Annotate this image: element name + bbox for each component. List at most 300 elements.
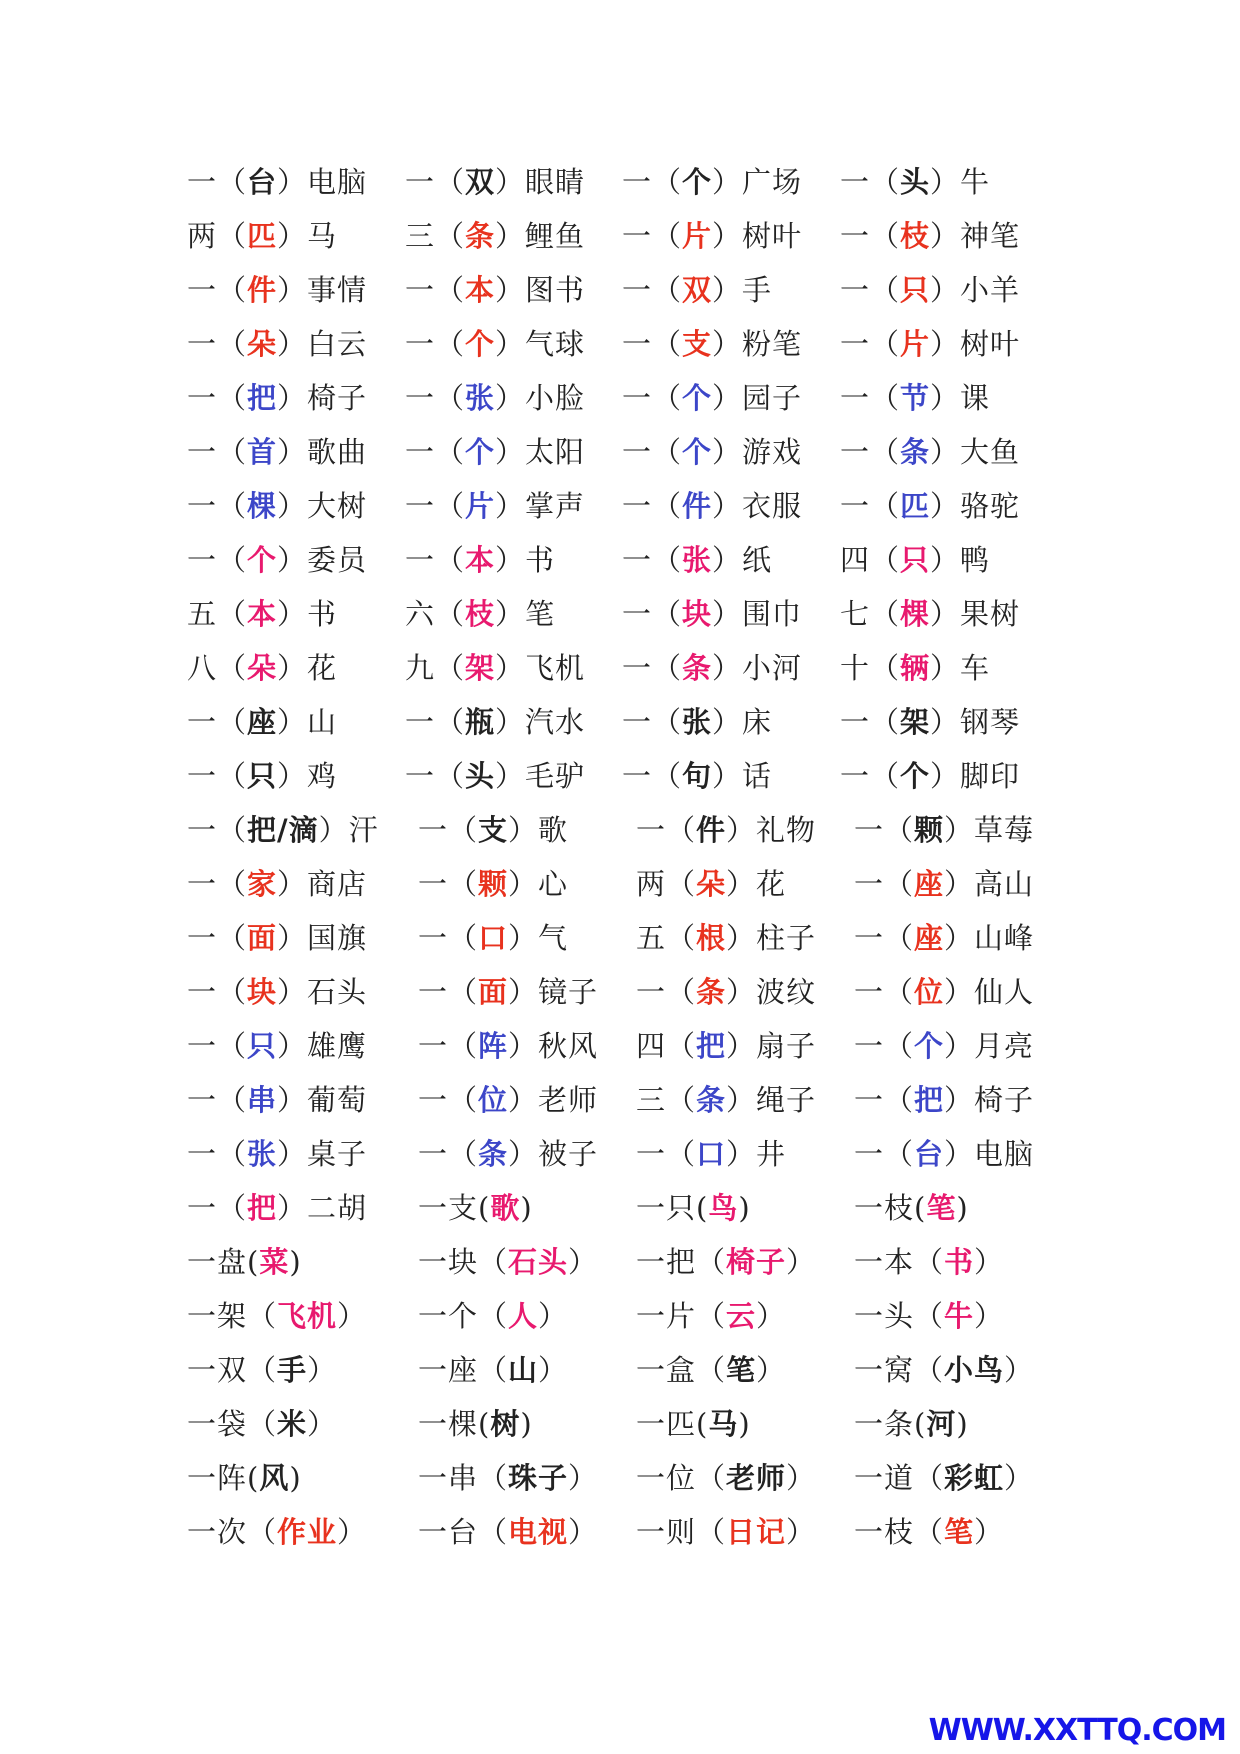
item-suffix: ）	[568, 1515, 599, 1549]
item-answer: 彩虹	[944, 1461, 1005, 1495]
item-suffix: ）小羊	[930, 273, 1021, 307]
item-prefix: 一（	[622, 327, 683, 361]
measure-word-item	[840, 752, 1020, 806]
measure-word-item	[622, 320, 802, 374]
item-prefix: 一（	[187, 921, 248, 955]
item-suffix: ）椅子	[277, 381, 368, 415]
word-row	[0, 212, 1240, 266]
item-suffix: ）汽水	[495, 705, 586, 739]
measure-word-item	[405, 374, 585, 428]
item-answer: 把	[247, 381, 278, 415]
item-answer: 飞机	[277, 1299, 338, 1333]
item-answer: 菜	[259, 1245, 290, 1279]
item-suffix: )	[289, 1461, 302, 1495]
word-row	[0, 320, 1240, 374]
item-answer: 瓶	[465, 705, 496, 739]
item-suffix: ）心	[508, 867, 569, 901]
item-answer: 笔	[726, 1353, 757, 1387]
item-answer: 枝	[900, 219, 931, 253]
item-suffix: ）草莓	[944, 813, 1035, 847]
item-answer: 座	[247, 705, 278, 739]
measure-word-item	[636, 1292, 786, 1346]
item-suffix: ）葡萄	[277, 1083, 368, 1117]
measure-word-item	[636, 1346, 786, 1400]
item-suffix: ）山峰	[944, 921, 1035, 955]
measure-word-item	[418, 1346, 568, 1400]
measure-word-item	[854, 806, 1034, 860]
item-suffix: ）园子	[712, 381, 803, 415]
item-suffix: ）二胡	[277, 1191, 368, 1225]
item-answer: 歌	[490, 1191, 521, 1225]
item-suffix: ）石头	[277, 975, 368, 1009]
item-prefix: 一（	[187, 327, 248, 361]
item-prefix: 一（	[187, 1137, 248, 1171]
item-answer: 小鸟	[944, 1353, 1005, 1387]
item-answer: 朵	[696, 867, 727, 901]
item-prefix: 一（	[187, 381, 248, 415]
measure-word-item	[405, 482, 585, 536]
item-prefix: 一头（	[854, 1299, 945, 1333]
item-prefix: 一（	[840, 705, 901, 739]
measure-word-item	[187, 806, 379, 860]
item-suffix: ）鸭	[930, 543, 991, 577]
word-row	[0, 806, 1240, 860]
item-prefix: 一（	[418, 921, 479, 955]
item-answer: 句	[682, 759, 713, 793]
item-answer: 把	[696, 1029, 727, 1063]
item-suffix: ）气	[508, 921, 569, 955]
item-suffix: ）柱子	[726, 921, 817, 955]
item-answer: 条	[696, 1083, 727, 1117]
item-prefix: 一（	[405, 273, 466, 307]
item-suffix: ）	[307, 1407, 338, 1441]
item-answer: 台	[247, 165, 278, 199]
item-suffix: ）骆驼	[930, 489, 1021, 523]
measure-word-item	[405, 266, 585, 320]
item-prefix: 一（	[840, 759, 901, 793]
item-suffix: ）掌声	[495, 489, 586, 523]
measure-word-item	[187, 1508, 367, 1562]
item-suffix: ）歌	[508, 813, 569, 847]
item-prefix: 一棵(	[418, 1407, 491, 1441]
item-answer: 节	[900, 381, 931, 415]
item-answer: 只	[247, 1029, 278, 1063]
item-prefix: 一（	[187, 1191, 248, 1225]
measure-word-item	[622, 536, 772, 590]
item-prefix: 一（	[622, 651, 683, 685]
item-prefix: 三（	[405, 219, 466, 253]
item-answer: 个	[914, 1029, 945, 1063]
item-prefix: 三（	[636, 1083, 697, 1117]
item-suffix: ）扇子	[726, 1029, 817, 1063]
item-suffix: ）	[786, 1461, 817, 1495]
item-prefix: 一袋（	[187, 1407, 278, 1441]
item-suffix: ）车	[930, 651, 991, 685]
measure-word-sheet	[0, 158, 1240, 1562]
item-suffix: ）	[974, 1515, 1005, 1549]
item-suffix: ）椅子	[944, 1083, 1035, 1117]
item-prefix: 两（	[636, 867, 697, 901]
item-prefix: 一（	[622, 273, 683, 307]
item-prefix: 一座（	[418, 1353, 509, 1387]
item-answer: 书	[944, 1245, 975, 1279]
measure-word-item	[418, 1076, 598, 1130]
item-suffix: ）花	[277, 651, 338, 685]
item-suffix: ）牛	[930, 165, 991, 199]
item-answer: 根	[696, 921, 727, 955]
item-answer: 手	[277, 1353, 308, 1387]
item-suffix: ）山	[277, 705, 338, 739]
measure-word-item	[187, 374, 367, 428]
measure-word-item	[418, 1130, 598, 1184]
word-row	[0, 1238, 1240, 1292]
measure-word-item	[854, 968, 1034, 1022]
item-suffix: ）	[337, 1299, 368, 1333]
item-suffix: ）月亮	[944, 1029, 1035, 1063]
item-suffix: ）	[568, 1461, 599, 1495]
word-row	[0, 1454, 1240, 1508]
item-prefix: 一（	[418, 975, 479, 1009]
item-answer: 口	[696, 1137, 727, 1171]
item-suffix: )	[520, 1407, 533, 1441]
word-row	[0, 428, 1240, 482]
item-prefix: 一架（	[187, 1299, 278, 1333]
measure-word-item	[187, 644, 337, 698]
item-prefix: 一台（	[418, 1515, 509, 1549]
item-answer: 本	[247, 597, 278, 631]
item-answer: 口	[478, 921, 509, 955]
word-row	[0, 374, 1240, 428]
item-prefix: 一则（	[636, 1515, 727, 1549]
measure-word-item	[636, 1130, 786, 1184]
item-answer: 座	[914, 921, 945, 955]
item-prefix: 一（	[854, 867, 915, 901]
measure-word-item	[187, 1238, 302, 1292]
item-prefix: 一（	[854, 1029, 915, 1063]
measure-word-item	[854, 914, 1034, 968]
item-prefix: 四（	[840, 543, 901, 577]
item-prefix: 一盒（	[636, 1353, 727, 1387]
item-answer: 棵	[247, 489, 278, 523]
measure-word-item	[854, 1130, 1034, 1184]
word-row	[0, 644, 1240, 698]
measure-word-item	[187, 968, 367, 1022]
item-prefix: 一次（	[187, 1515, 278, 1549]
item-answer: 头	[900, 165, 931, 199]
item-suffix: ）礼物	[726, 813, 817, 847]
item-prefix: 一块（	[418, 1245, 509, 1279]
measure-word-item	[622, 212, 802, 266]
item-prefix: 一阵(	[187, 1461, 260, 1495]
item-answer: 只	[247, 759, 278, 793]
item-prefix: 一（	[405, 327, 466, 361]
item-prefix: 一（	[854, 813, 915, 847]
item-prefix: 一（	[840, 381, 901, 415]
item-answer: 牛	[944, 1299, 975, 1333]
measure-word-item	[636, 1238, 816, 1292]
item-prefix: 一（	[187, 759, 248, 793]
measure-word-item	[187, 1184, 367, 1238]
item-prefix: 一条(	[854, 1407, 927, 1441]
item-suffix: ）国旗	[277, 921, 368, 955]
item-suffix: ）眼睛	[495, 165, 586, 199]
item-answer: 片	[682, 219, 713, 253]
word-row	[0, 752, 1240, 806]
measure-word-item	[418, 806, 568, 860]
measure-word-item	[636, 1184, 751, 1238]
item-answer: 颗	[478, 867, 509, 901]
item-suffix: ）鲤鱼	[495, 219, 586, 253]
item-prefix: 一（	[622, 381, 683, 415]
item-prefix: 一（	[418, 1137, 479, 1171]
item-answer: 条	[900, 435, 931, 469]
item-answer: 人	[508, 1299, 539, 1333]
item-suffix: ）花	[726, 867, 787, 901]
item-suffix: ）歌曲	[277, 435, 368, 469]
item-prefix: 一（	[187, 273, 248, 307]
measure-word-item	[854, 1292, 1004, 1346]
item-suffix: ）书	[495, 543, 556, 577]
item-prefix: 一（	[187, 705, 248, 739]
item-answer: 双	[465, 165, 496, 199]
item-answer: 笔	[944, 1515, 975, 1549]
item-prefix: 一（	[187, 543, 248, 577]
word-row	[0, 1076, 1240, 1130]
item-suffix: ）白云	[277, 327, 368, 361]
item-prefix: 一（	[854, 1083, 915, 1117]
item-answer: 张	[465, 381, 496, 415]
measure-word-item	[840, 374, 990, 428]
item-suffix: )	[956, 1407, 969, 1441]
item-suffix: ）	[786, 1245, 817, 1279]
item-answer: 椅子	[726, 1245, 787, 1279]
item-answer: 把	[247, 1191, 278, 1225]
item-answer: 匹	[247, 219, 278, 253]
item-suffix: ）图书	[495, 273, 586, 307]
item-answer: 朵	[247, 327, 278, 361]
item-suffix: ）围巾	[712, 597, 803, 631]
measure-word-item	[187, 860, 367, 914]
item-answer: 老师	[726, 1461, 787, 1495]
item-answer: 阵	[478, 1029, 509, 1063]
word-row	[0, 1400, 1240, 1454]
item-prefix: 一（	[405, 759, 466, 793]
item-suffix: ）气球	[495, 327, 586, 361]
item-suffix: ）太阳	[495, 435, 586, 469]
measure-word-item	[636, 1454, 816, 1508]
item-answer: 日记	[726, 1515, 787, 1549]
item-suffix: ）	[538, 1353, 569, 1387]
item-prefix: 一匹(	[636, 1407, 709, 1441]
item-suffix: ）游戏	[712, 435, 803, 469]
measure-word-item	[636, 968, 816, 1022]
measure-word-item	[840, 698, 1020, 752]
item-prefix: 一（	[840, 489, 901, 523]
item-prefix: 一（	[187, 165, 248, 199]
measure-word-item	[418, 1292, 568, 1346]
item-answer: 串	[247, 1083, 278, 1117]
item-prefix: 两（	[187, 219, 248, 253]
item-answer: 支	[682, 327, 713, 361]
item-answer: 座	[914, 867, 945, 901]
item-suffix: ）	[568, 1245, 599, 1279]
measure-word-item	[405, 536, 555, 590]
item-answer: 把/滴	[247, 813, 319, 847]
item-answer: 风	[259, 1461, 290, 1495]
item-answer: 珠子	[508, 1461, 569, 1495]
item-prefix: 一双（	[187, 1353, 278, 1387]
item-suffix: ）镜子	[508, 975, 599, 1009]
measure-word-item	[854, 1508, 1004, 1562]
item-answer: 个	[465, 327, 496, 361]
item-suffix: ）电脑	[944, 1137, 1035, 1171]
item-answer: 条	[465, 219, 496, 253]
item-answer: 电视	[508, 1515, 569, 1549]
item-prefix: 一（	[854, 921, 915, 955]
item-answer: 笔	[926, 1191, 957, 1225]
item-prefix: 一（	[418, 867, 479, 901]
item-answer: 条	[682, 651, 713, 685]
item-prefix: 一（	[405, 435, 466, 469]
item-suffix: ）马	[277, 219, 338, 253]
item-suffix: ）高山	[944, 867, 1035, 901]
item-prefix: 一（	[187, 1029, 248, 1063]
item-prefix: 一（	[840, 273, 901, 307]
item-prefix: 一（	[418, 1083, 479, 1117]
item-suffix: ）树叶	[930, 327, 1021, 361]
item-suffix: ）衣服	[712, 489, 803, 523]
measure-word-item	[840, 590, 1020, 644]
measure-word-item	[622, 266, 772, 320]
item-answer: 片	[900, 327, 931, 361]
item-suffix: ）	[337, 1515, 368, 1549]
item-prefix: 一（	[187, 489, 248, 523]
measure-word-item	[622, 374, 802, 428]
item-prefix: 一（	[622, 219, 683, 253]
item-prefix: 一（	[840, 435, 901, 469]
item-prefix: 一个（	[418, 1299, 509, 1333]
item-suffix: ）秋风	[508, 1029, 599, 1063]
item-suffix: ）	[1004, 1353, 1035, 1387]
word-row	[0, 1130, 1240, 1184]
item-suffix: ）神笔	[930, 219, 1021, 253]
item-answer: 只	[900, 543, 931, 577]
item-prefix: 一（	[405, 543, 466, 577]
item-suffix: ）手	[712, 273, 773, 307]
measure-word-item	[405, 158, 585, 212]
item-answer: 个	[900, 759, 931, 793]
measure-word-item	[854, 1238, 1004, 1292]
item-suffix: ）绳子	[726, 1083, 817, 1117]
item-answer: 个	[247, 543, 278, 577]
item-answer: 石头	[508, 1245, 569, 1279]
item-suffix: ）话	[712, 759, 773, 793]
item-suffix: ）笔	[495, 597, 556, 631]
item-prefix: 一串（	[418, 1461, 509, 1495]
item-suffix: )	[956, 1191, 969, 1225]
item-suffix: ）小河	[712, 651, 803, 685]
measure-word-item	[187, 1292, 367, 1346]
measure-word-item	[418, 914, 568, 968]
item-suffix: ）床	[712, 705, 773, 739]
item-prefix: 九（	[405, 651, 466, 685]
measure-word-item	[405, 212, 585, 266]
measure-word-item	[840, 536, 990, 590]
item-prefix: 一本（	[854, 1245, 945, 1279]
measure-word-item	[636, 1400, 751, 1454]
item-prefix: 一（	[622, 705, 683, 739]
item-suffix: )	[738, 1407, 751, 1441]
measure-word-item	[418, 1454, 598, 1508]
site-watermark: WWW.XXTTQ.COM	[928, 1713, 1226, 1748]
item-suffix: ）广场	[712, 165, 803, 199]
measure-word-item	[854, 1022, 1034, 1076]
item-prefix: 七（	[840, 597, 901, 631]
item-prefix: 一（	[840, 165, 901, 199]
item-answer: 张	[247, 1137, 278, 1171]
item-prefix: 一道（	[854, 1461, 945, 1495]
word-row	[0, 1346, 1240, 1400]
measure-word-item	[622, 482, 802, 536]
item-suffix: ）委员	[277, 543, 368, 577]
measure-word-item	[187, 914, 367, 968]
item-suffix: ）纸	[712, 543, 773, 577]
item-prefix: 一（	[854, 1137, 915, 1171]
measure-word-item	[187, 1076, 367, 1130]
item-answer: 件	[247, 273, 278, 307]
item-prefix: 一（	[622, 759, 683, 793]
item-prefix: 一窝（	[854, 1353, 945, 1387]
measure-word-item	[840, 482, 1020, 536]
measure-word-item	[418, 1184, 533, 1238]
item-suffix: ）仙人	[944, 975, 1035, 1009]
item-suffix: ）	[307, 1353, 338, 1387]
measure-word-item	[418, 1400, 533, 1454]
item-prefix: 一（	[418, 1029, 479, 1063]
item-suffix: ）脚印	[930, 759, 1021, 793]
item-prefix: 一（	[187, 1083, 248, 1117]
item-prefix: 四（	[636, 1029, 697, 1063]
item-prefix: 一把（	[636, 1245, 727, 1279]
item-prefix: 六（	[405, 597, 466, 631]
measure-word-item	[405, 752, 585, 806]
item-answer: 个	[682, 165, 713, 199]
measure-word-item	[187, 212, 337, 266]
item-prefix: 一枝（	[854, 1515, 945, 1549]
word-row	[0, 1292, 1240, 1346]
item-answer: 件	[696, 813, 727, 847]
item-suffix: ）	[756, 1353, 787, 1387]
measure-word-item	[187, 1130, 367, 1184]
measure-word-item	[636, 806, 816, 860]
item-suffix: ）大鱼	[930, 435, 1021, 469]
item-suffix: ）飞机	[495, 651, 586, 685]
measure-word-item	[187, 482, 367, 536]
item-answer: 鸟	[708, 1191, 739, 1225]
item-answer: 本	[465, 543, 496, 577]
item-answer: 位	[478, 1083, 509, 1117]
item-suffix: ）汗	[318, 813, 379, 847]
word-row	[0, 860, 1240, 914]
word-row	[0, 1022, 1240, 1076]
item-answer: 米	[277, 1407, 308, 1441]
measure-word-item	[840, 158, 990, 212]
item-prefix: 一（	[636, 975, 697, 1009]
item-prefix: 一（	[187, 975, 248, 1009]
word-row	[0, 698, 1240, 752]
item-answer: 块	[682, 597, 713, 631]
item-answer: 朵	[247, 651, 278, 685]
